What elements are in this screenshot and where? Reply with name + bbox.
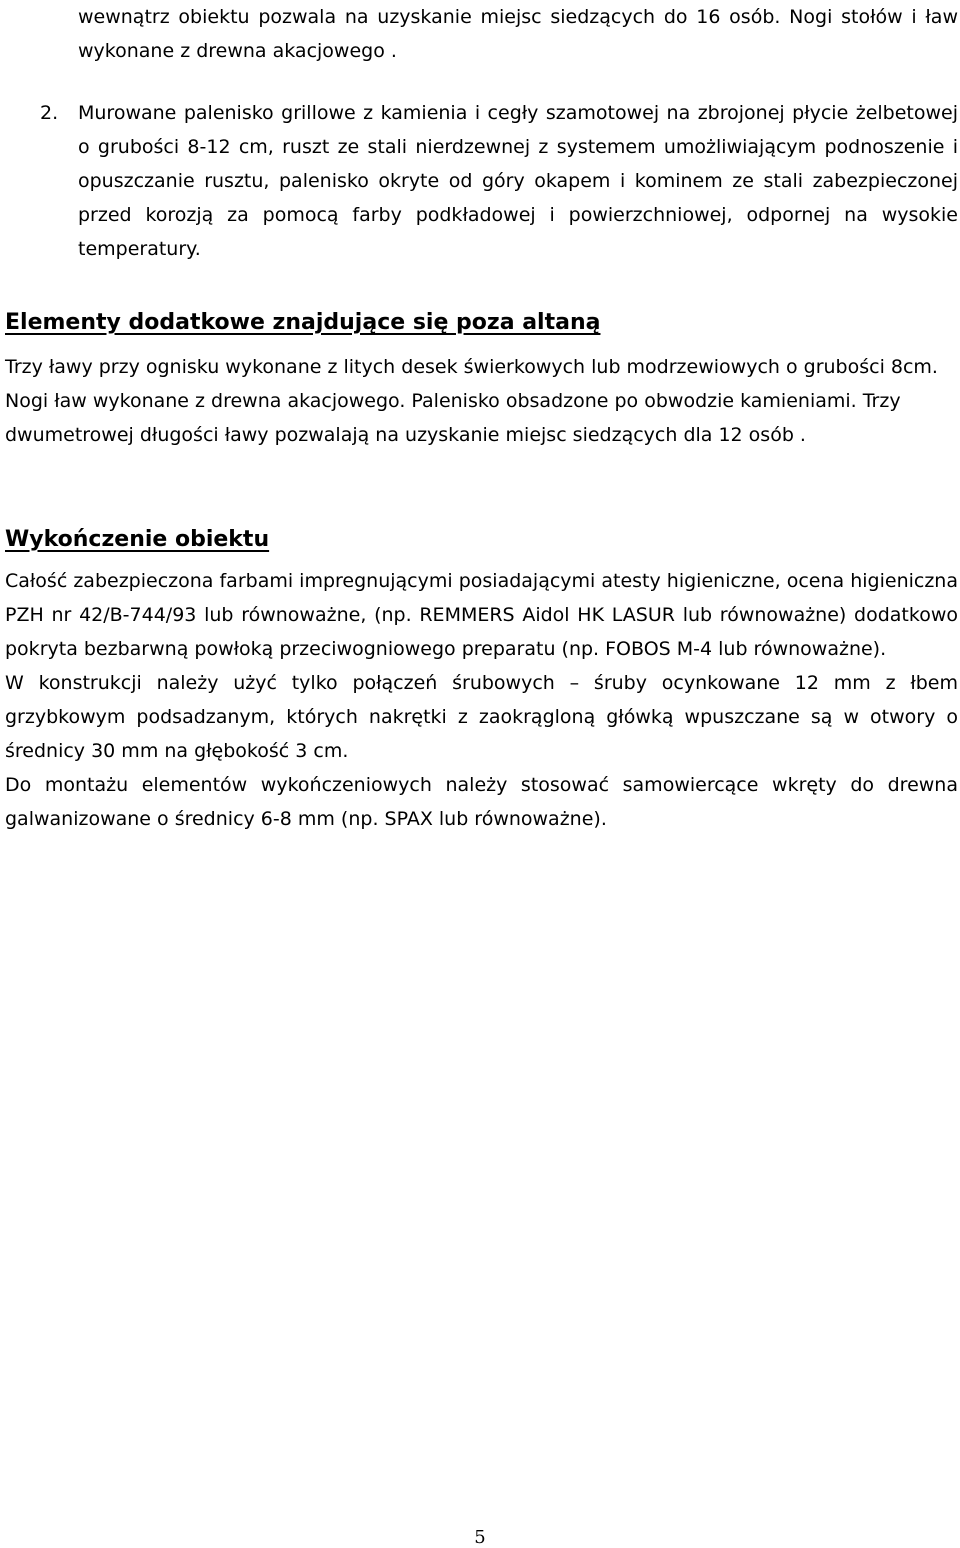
finishing-paragraph-impregnation: Całość zabezpieczona farbami impregnującymi posiadającymi atesty higieniczne, ocena higieniczna PZH nr 42/B-744/93 lub równoważne, (np. REMMERS Aidol HK LASUR lub równoważne) dodatkowo pokryta bezbarwną powłoką przeciwogniowego preparatu (np. FOBOS M-4 lub równoważne). xyxy=(5,570,958,660)
finishing-paragraph-bolts: W konstrukcji należy użyć tylko połączeń śrubowych – śruby ocynkowane 12 mm z łbem grzybkowym podsadzanym, których nakrętki z zaokrągloną główką wpuszczane są w otwory o średnicy 30 mm na głębokość 3 cm. xyxy=(5,672,958,762)
finishing-section-body xyxy=(5,564,958,836)
finishing-paragraph-screws: Do montażu elementów wykończeniowych należy stosować samowiercące wkręty do drewna galwanizowane o średnicy 6-8 mm (np. SPAX lub równoważne). xyxy=(5,774,958,830)
additional-elements-paragraph: Trzy ławy przy ognisku wykonane z litych desek świerkowych lub modrzewiowych o grubości 8cm. Nogi ław wykonane z drewna akacjowego. Palenisko obsadzone po obwodzie kamieniami. Trzy dwumetrowej długości ławy pozwalają na uzyskanie miejsc siedzących dla 12 osób . xyxy=(5,356,938,446)
page-number: 5 xyxy=(474,1527,486,1548)
section-heading-additional-elements: Elementy dodatkowe znajdujące się poza altaną xyxy=(5,310,601,335)
section-heading-finishing: Wykończenie obiektu xyxy=(5,527,270,552)
list-item-2 xyxy=(40,96,958,266)
list-item-number: 2. xyxy=(40,102,59,124)
list-item-text: Murowane palenisko grillowe z kamienia i cegły szamotowej na zbrojonej płycie żelbetowej o grubości 8-12 cm, ruszt ze stali nierdzewnej z systemem umożliwiającym podnoszenie i opuszczanie rusztu, palenisko okryte od góry okapem i kominem ze stali zabezpieczonej przed korozją za pomocą farby podkładowej i powierzchniowej, odpornej na wysokie temperatury. xyxy=(78,102,958,260)
intro-paragraph: wewnątrz obiektu pozwala na uzyskanie miejsc siedzących do 16 osób. Nogi stołów i ław wykonane z drewna akacjowego . xyxy=(78,6,958,62)
